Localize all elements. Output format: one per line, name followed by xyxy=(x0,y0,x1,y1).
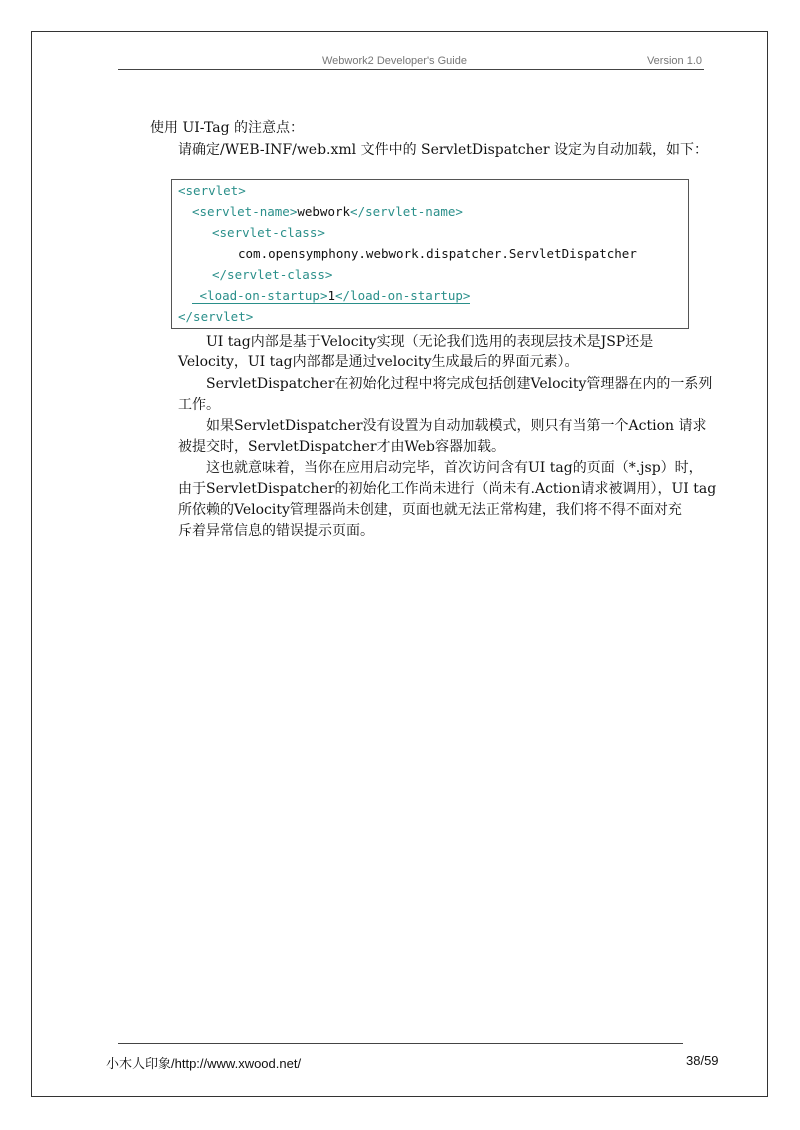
code-line-load-on-startup xyxy=(192,287,470,305)
paragraph-line: 被提交时，ServletDispatcher才由Web容器加载。 xyxy=(178,439,506,455)
code-line-servlet-close xyxy=(178,308,253,326)
code-tag: <load-on-startup> xyxy=(199,288,328,303)
paragraph-line: ServletDispatcher在初始化过程中将完成包括创建Velocity管理器在内的一系列 xyxy=(206,376,713,392)
code-tag: <servlet-class> xyxy=(212,225,325,240)
code-tag: </servlet> xyxy=(178,309,254,324)
code-value: 1 xyxy=(327,288,335,303)
header-version: Version 1.0 xyxy=(646,55,702,67)
footer-page-number: 38/59 xyxy=(686,1053,719,1068)
paragraph-line: 所依赖的Velocity管理器尚未创建，页面也就无法正常构建，我们将不得不面对充 xyxy=(178,502,682,518)
paragraph-line: UI tag内部是基于Velocity实现（无论我们选用的表现层技术是JSP还是 xyxy=(206,334,654,350)
code-block xyxy=(171,179,689,329)
paragraph-line: Velocity，UI tag内部都是通过velocity生成最后的界面元素）。 xyxy=(178,354,579,370)
section-heading: 使用 UI-Tag 的注意点： xyxy=(150,120,305,136)
header-rule xyxy=(118,69,704,70)
code-line-servlet-class-open xyxy=(212,224,325,242)
footer-rule xyxy=(118,1043,683,1044)
code-tag: </load-on-startup> xyxy=(335,288,471,303)
code-tag: </servlet-name> xyxy=(350,204,463,219)
code-tag: </servlet-class> xyxy=(212,267,333,282)
footer-site-link[interactable]: 小木人印象/http://www.xwood.net/ xyxy=(106,1056,302,1071)
paragraph-line: 斥着异常信息的错误提示页面。 xyxy=(178,523,374,539)
code-line-servlet-name xyxy=(192,203,463,221)
code-value: webwork xyxy=(297,204,351,219)
intro-text: 请确定/WEB-INF/web.xml 文件中的 ServletDispatcher 设定为自动加载，如下： xyxy=(178,142,709,158)
paragraph-line: 工作。 xyxy=(178,397,220,413)
code-line-servlet-class-value xyxy=(238,245,637,263)
code-tag: <servlet> xyxy=(178,183,246,198)
paragraph-line: 这也就意味着，当你在应用启动完毕，首次访问含有UI tag的页面（*.jsp）时， xyxy=(206,460,703,476)
code-line-servlet-class-close xyxy=(212,266,332,284)
code-line-servlet-open xyxy=(178,182,246,200)
code-tag: <servlet-name> xyxy=(192,204,298,219)
paragraph-line: 如果ServletDispatcher没有设置为自动加载模式，则只有当第一个Action 请求 xyxy=(206,418,707,434)
header-title: Webwork2 Developer's Guide xyxy=(322,55,467,67)
code-value: com.opensymphony.webwork.dispatcher.ServletDispatcher xyxy=(238,246,637,261)
code-underline xyxy=(192,288,470,304)
paragraph-line: 由于ServletDispatcher的初始化工作尚未进行（尚未有.Action请求被调用），UI tag xyxy=(178,481,717,497)
